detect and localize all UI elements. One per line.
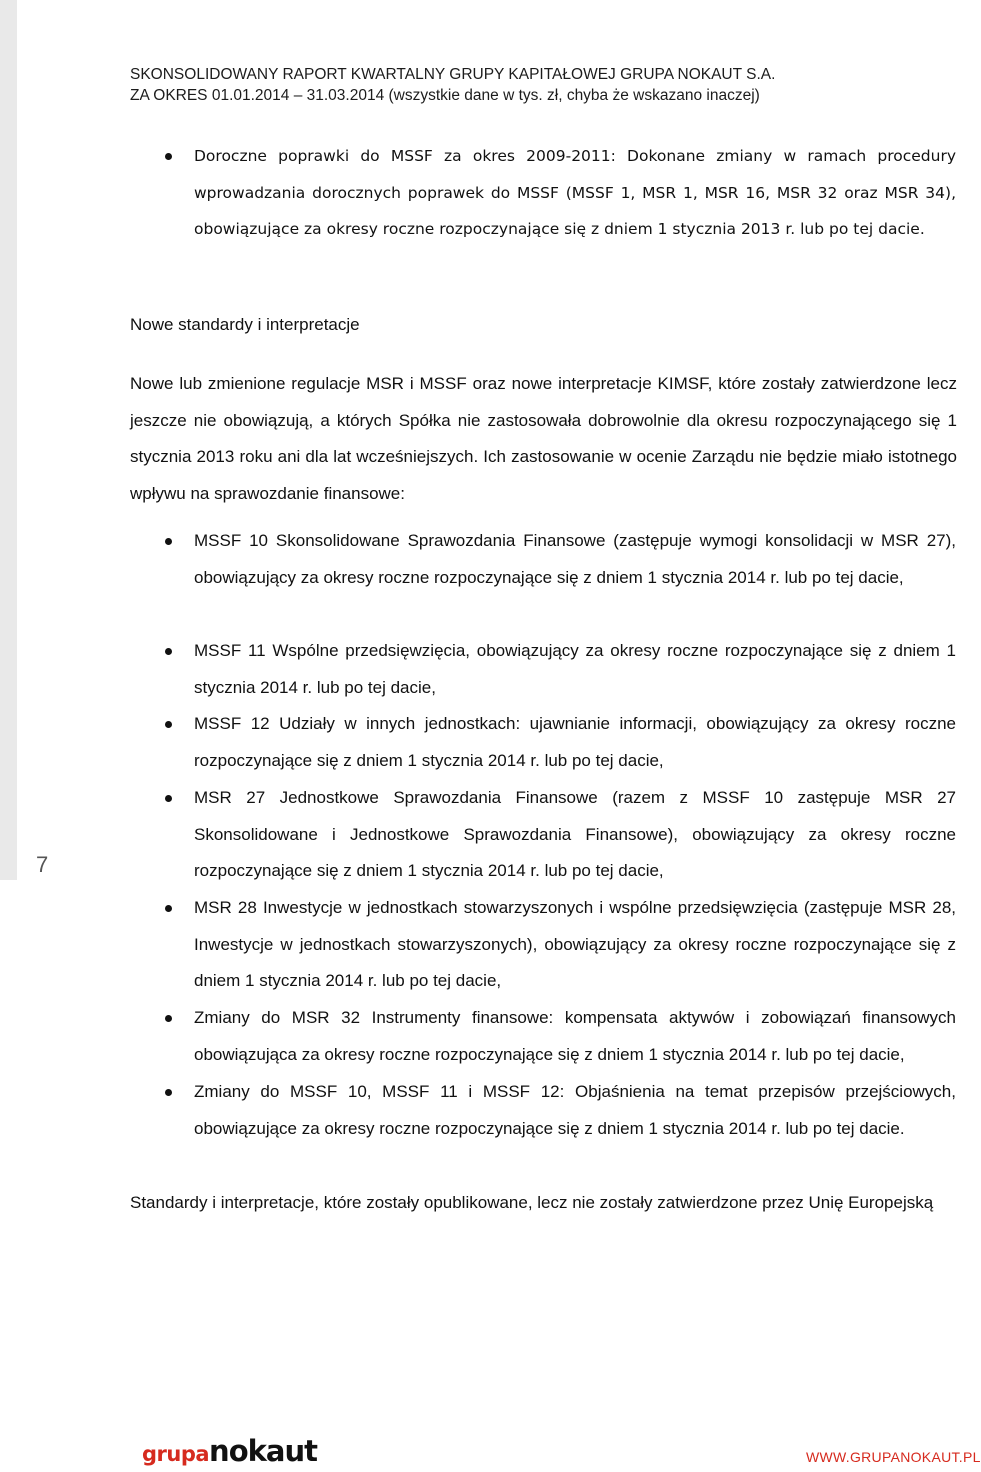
logo-text-grupa: grupa xyxy=(142,1442,210,1466)
section-heading: Nowe standardy i interpretacje xyxy=(130,315,360,334)
website-link[interactable]: WWW.GRUPANOKAUT.PL xyxy=(806,1449,981,1465)
bullet-icon xyxy=(165,905,172,912)
list-item xyxy=(194,706,956,779)
list-item-text: MSSF 12 Udziały w innych jednostkach: ujawnianie informacji, obowiązujący za okresy roczne rozpoczynające się z dniem 1 stycznia 2014 r. lub po tej dacie, xyxy=(194,714,956,770)
list-item-text: Zmiany do MSSF 10, MSSF 11 i MSSF 12: Objaśnienia na temat przepisów przejściowych, obowiązujące za okresy roczne rozpoczynające się z dniem 1 stycznia 2014 r. lub po tej dacie. xyxy=(194,1082,956,1138)
bullet-icon xyxy=(165,795,172,802)
bullet-icon xyxy=(165,648,172,655)
list-item-annual-improvements xyxy=(194,138,956,248)
bullet-icon xyxy=(165,721,172,728)
bullet-icon xyxy=(165,1089,172,1096)
list-item xyxy=(194,780,956,890)
report-header xyxy=(130,64,930,106)
bullet-icon xyxy=(165,538,172,545)
list-item xyxy=(194,523,956,596)
page-margin-strip xyxy=(0,0,17,880)
report-period: ZA OKRES 01.01.2014 – 31.03.2014 (wszystkie dane w tys. zł, chyba że wskazano inaczej) xyxy=(130,87,760,104)
list-item-text: MSR 27 Jednostkowe Sprawozdania Finansowe (razem z MSSF 10 zastępuje MSR 27 Skonsolidowane i Jednostkowe Sprawozdania Finansowe), obowiązujący za okresy roczne rozpoczynające się z dniem 1 stycznia 2014 r. lub po tej dacie, xyxy=(194,788,956,880)
intro-paragraph: Nowe lub zmienione regulacje MSR i MSSF oraz nowe interpretacje KIMSF, które zostały zatwierdzone lecz jeszcze nie obowiązują, a których Spółka nie zastosowała dobrowolnie dla okresu rozpoczynającego się 1 stycznia 2013 roku ani dla lat wcześniejszych. Ich zastosowanie w ocenie Zarządu nie będzie miało istotnego wpływu na sprawozdanie finansowe: xyxy=(130,374,957,503)
list-item-text: MSSF 11 Wspólne przedsięwzięcia, obowiązujący za okresy roczne rozpoczynające się z dniem 1 stycznia 2014 r. lub po tej dacie, xyxy=(194,641,956,697)
list-item-text: MSSF 10 Skonsolidowane Sprawozdania Finansowe (zastępuje wymogi konsolidacji w MSR 27), obowiązujący za okresy roczne rozpoczynające się z dniem 1 stycznia 2014 r. lub po tej dacie, xyxy=(194,531,956,587)
list-item-text: Doroczne poprawki do MSSF za okres 2009-2011: Dokonane zmiany w ramach procedury wprowadzania dorocznych poprawek do MSSF (MSSF 1, MSR 1, MSR 16, MSR 32 oraz MSR 34), obowiązujące za okresy roczne rozpoczynające się z dniem 1 stycznia 2013 r. lub po tej dacie. xyxy=(194,147,956,238)
list-item-text: MSR 28 Inwestycje w jednostkach stowarzyszonych i wspólne przedsięwzięcia (zastępuje MSR 28, Inwestycje w jednostkach stowarzyszonych), obowiązujący za okresy roczne rozpoczynające się z dniem 1 stycznia 2014 r. lub po tej dacie, xyxy=(194,898,956,990)
closing-paragraph: Standardy i interpretacje, które zostały opublikowane, lecz nie zostały zatwierdzone przez Unię Europejską xyxy=(130,1193,934,1212)
company-logo xyxy=(142,1434,317,1468)
logo-text-nokaut: nokaut xyxy=(209,1434,317,1468)
bullet-icon xyxy=(165,1015,172,1022)
report-title: SKONSOLIDOWANY RAPORT KWARTALNY GRUPY KAPITAŁOWEJ GRUPA NOKAUT S.A. xyxy=(130,66,776,83)
list-item xyxy=(194,890,956,1000)
list-item xyxy=(194,1000,956,1073)
page-number: 7 xyxy=(36,852,49,877)
list-item xyxy=(194,1074,956,1147)
bullet-icon xyxy=(165,153,172,160)
list-item-text: Zmiany do MSR 32 Instrumenty finansowe: kompensata aktywów i zobowiązań finansowych obowiązująca za okresy roczne rozpoczynające się z dniem 1 stycznia 2014 r. lub po tej dacie, xyxy=(194,1008,956,1064)
list-item xyxy=(194,633,956,706)
